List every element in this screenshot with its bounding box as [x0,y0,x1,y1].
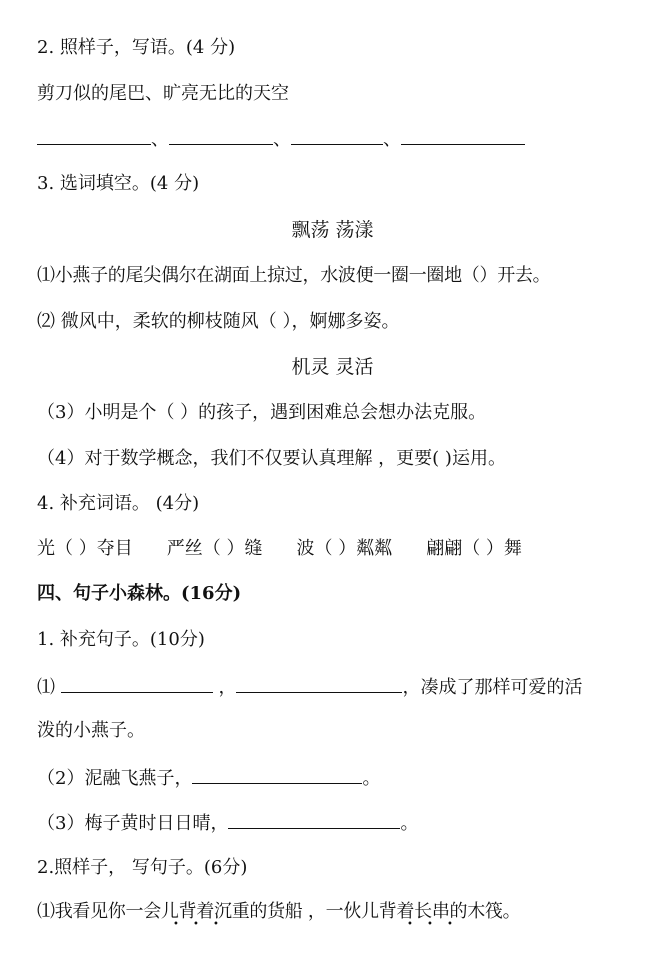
fill-question-1: ⑴小燕子的尾尖偶尔在湖面上掠过，水波便一圈一圈地（）开去。 [37,265,551,286]
sentence-q1-3: （3）梅子黄时日日晴， 。 [37,810,418,836]
sentence-q1-2: （2）泥融飞燕子， 。 [37,765,380,791]
section-4-title: 4. 补充词语。 (4分) [37,493,200,514]
idiom-item: 光（ ）夺目 [37,538,133,559]
word-choices-1: 飘荡 荡漾 [291,219,374,241]
sentence-q2-title: 2.照样子， 写句子。(6分) [37,857,248,878]
emphasis-dot: • [213,919,219,930]
answer-blank[interactable] [228,810,400,829]
answer-blank[interactable] [61,674,213,693]
separator: 、 [383,129,401,150]
emphasis-dot: • [447,919,453,930]
sentence-q1-1-continued: 泼的小燕子。 [37,720,145,741]
fill-question-2: ⑵ 微风中，柔软的柳枝随风（ ），婀娜多姿。 [37,311,400,332]
separator: 、 [151,129,169,150]
answer-blank-2[interactable] [169,126,273,145]
fill-question-4: （4）对于数学概念，我们不仅要认真理解 ，更要( )运用。 [37,448,506,469]
sentence-q1-title: 1. 补充句子。(10分) [37,629,205,650]
sentence-q2-1: ⑴我看见你一会儿背着沉重的货船 ，一伙儿背着长串的木筏。 [37,901,521,922]
answer-blank-4[interactable] [401,126,525,145]
answer-blank[interactable] [192,765,362,784]
section-2-title: 2. 照样子，写语。(4 分) [37,37,236,58]
answer-blank-1[interactable] [37,126,151,145]
fill-question-3: （3）小明是个（ ）的孩子，遇到困难总会想办法克服。 [37,402,487,423]
emphasis-dot: • [427,919,433,930]
part-4-heading: 四、句子小森林。(16分) [37,583,242,604]
word-choices-2: 机灵 灵活 [291,356,374,378]
emphasis-dot: • [173,919,179,930]
section-2-example: 剪刀似的尾巴、旷亮无比的天空 [37,83,289,104]
separator: 、 [273,129,291,150]
idiom-item: 波（ ）粼粼 [296,538,393,559]
section-2-answer-row [37,126,525,152]
emphasis-dot: • [407,919,413,930]
idiom-item: 翩翩（ ）舞 [426,538,522,559]
answer-blank[interactable] [236,674,402,693]
idiom-row [37,537,522,561]
answer-blank-3[interactable] [291,126,383,145]
emphasis-dot: • [193,919,199,930]
sentence-q1-1: ⑴ ， ，凑成了那样可爱的活 [37,674,582,700]
idiom-item: 严丝（ ）缝 [166,538,263,559]
section-3-title: 3. 选词填空。(4 分) [37,173,200,194]
